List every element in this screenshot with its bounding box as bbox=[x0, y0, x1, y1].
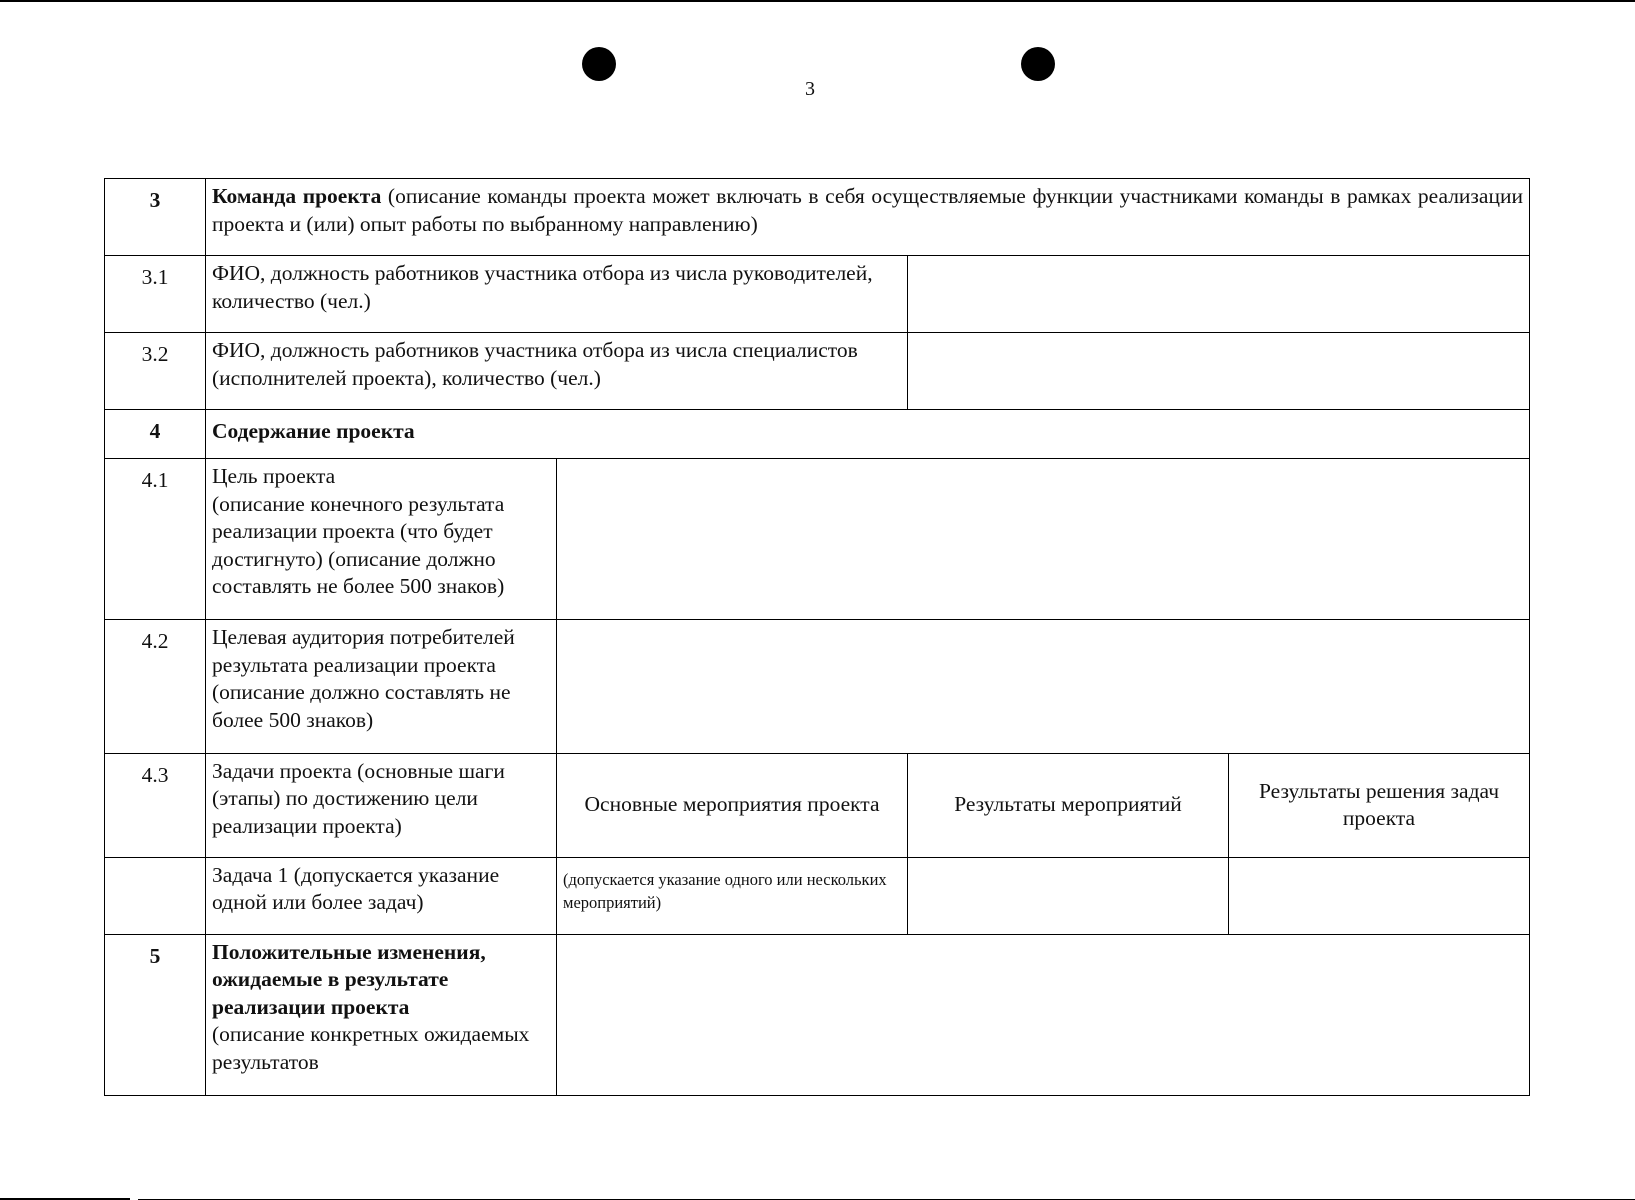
row-label-title: Положительные изменения, ожидаемые в результате реализации проекта bbox=[212, 939, 486, 1019]
scan-edge-top bbox=[0, 0, 1635, 2]
row-number: 4.3 bbox=[105, 753, 206, 857]
row-label: Целевая аудитория потребителей результата реализации проекта (описание должно составлять не более 500 знаков) bbox=[206, 620, 557, 753]
events-hint[interactable]: (допускается указание одного или нескольких мероприятий) bbox=[557, 857, 908, 934]
punch-hole bbox=[582, 47, 616, 81]
table-row bbox=[105, 256, 1530, 333]
column-header-event-results: Результаты мероприятий bbox=[908, 753, 1229, 857]
column-header-events: Основные мероприятия проекта bbox=[557, 753, 908, 857]
section-description: (описание команды проекта может включать в себя осуществляемые функции участниками команды в рамках реализации проекта и (или) опыт работы по выбранному направлению) bbox=[212, 184, 1523, 236]
table-row bbox=[105, 459, 1530, 620]
table-row bbox=[105, 620, 1530, 753]
row-number: 4.1 bbox=[105, 459, 206, 620]
table-row bbox=[105, 179, 1530, 256]
row-number: 5 bbox=[105, 934, 206, 1095]
section-team-cell bbox=[206, 179, 1530, 256]
row-label bbox=[206, 934, 557, 1095]
row-number: 3.2 bbox=[105, 333, 206, 410]
project-goal-input-cell[interactable] bbox=[557, 459, 1530, 620]
row-label-hint: (описание конечного результата реализации проекта (что будет достигнуто) (описание должно составлять не более 500 знаков) bbox=[212, 491, 505, 599]
row-label: ФИО, должность работников участника отбора из числа руководителей, количество (чел.) bbox=[206, 256, 908, 333]
target-audience-input-cell[interactable] bbox=[557, 620, 1530, 753]
row-label-title: Цель проекта bbox=[212, 464, 336, 489]
table-row bbox=[105, 333, 1530, 410]
row-label: ФИО, должность работников участника отбора из числа специалистов (исполнителей проекта), количество (чел.) bbox=[206, 333, 908, 410]
row-label-hint: (описание конкретных ожидаемых результатов bbox=[212, 1022, 530, 1074]
row-number-empty bbox=[105, 857, 206, 934]
managers-input-cell[interactable] bbox=[908, 256, 1530, 333]
table-row bbox=[105, 857, 1530, 934]
specialists-input-cell[interactable] bbox=[908, 333, 1530, 410]
section-title: Команда проекта bbox=[212, 184, 382, 208]
row-number: 4 bbox=[105, 410, 206, 459]
punch-hole bbox=[1021, 47, 1055, 81]
section-title: Содержание проекта bbox=[206, 410, 1530, 459]
page-number: 3 bbox=[805, 78, 815, 100]
row-number: 4.2 bbox=[105, 620, 206, 753]
table-row bbox=[105, 934, 1530, 1095]
task-label: Задача 1 (допускается указание одной или более задач) bbox=[206, 857, 557, 934]
table-row bbox=[105, 410, 1530, 459]
row-number: 3 bbox=[105, 179, 206, 256]
row-label bbox=[206, 459, 557, 620]
table-row bbox=[105, 753, 1530, 857]
event-results-input-cell[interactable] bbox=[908, 857, 1229, 934]
positive-changes-input-cell[interactable] bbox=[557, 934, 1530, 1095]
project-form-table bbox=[104, 178, 1530, 1096]
row-number: 3.1 bbox=[105, 256, 206, 333]
column-header-task-results: Результаты решения задач проекта bbox=[1229, 753, 1530, 857]
task-results-input-cell[interactable] bbox=[1229, 857, 1530, 934]
row-label: Задачи проекта (основные шаги (этапы) по достижению цели реализации проекта) bbox=[206, 753, 557, 857]
